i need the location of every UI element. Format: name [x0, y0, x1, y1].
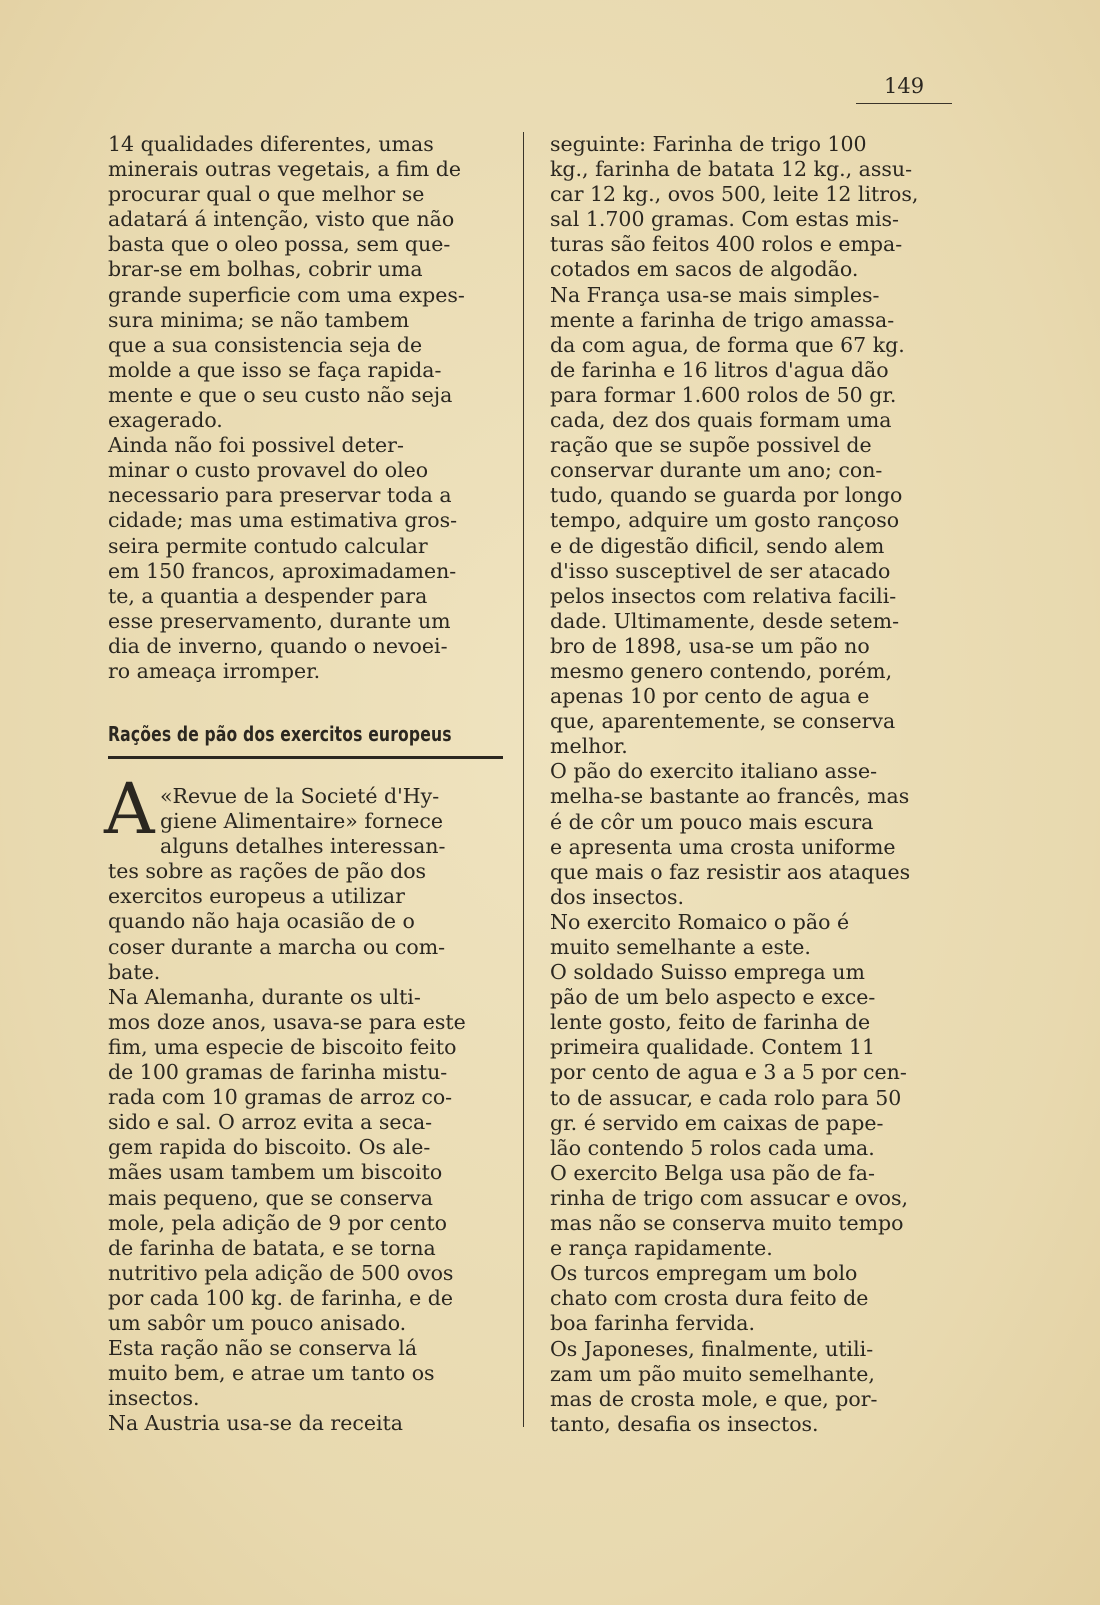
text-line: cotados em sacos de algodão. — [550, 257, 859, 282]
text-line: bro de 1898, usa-se um pão no — [550, 633, 870, 658]
text-line: seguinte: Farinha de trigo 100 — [550, 132, 867, 156]
text-line: de 100 gramas de farinha mistu- — [108, 1060, 448, 1085]
text-line: basta que o oleo possa, sem que- — [108, 232, 451, 257]
text-line: to de assucar, e cada rolo para 50 — [550, 1085, 902, 1110]
text-line: sura minima; se não tambem — [108, 307, 410, 332]
page-number: 149 — [884, 74, 925, 98]
text-line: que mais o faz resistir aos ataques — [550, 859, 911, 884]
text-line: conservar durante um ano; con- — [550, 458, 883, 483]
text-line: mente a farinha de trigo amassa- — [550, 307, 895, 332]
text-line: mas de crosta mole, e que, por- — [550, 1386, 878, 1411]
text-line: sido e sal. O arroz evita a seca- — [108, 1110, 433, 1135]
text-line: e de digestão dificil, sendo alem — [550, 533, 885, 558]
text-line: tes sobre as rações de pão dos — [108, 859, 427, 884]
text-line: mães usam tambem um biscoito — [108, 1160, 443, 1185]
text-line: boa farinha fervida. — [550, 1311, 756, 1336]
text-line: apenas 10 por cento de agua e — [550, 684, 870, 709]
text-line: adatará á intenção, visto que não — [108, 207, 455, 232]
text-line: em 150 francos, aproximadamen- — [108, 558, 457, 583]
text-line: de farinha e 16 litros d'agua dão — [550, 357, 889, 382]
text-line: Os Japoneses, finalmente, utili- — [550, 1336, 874, 1361]
text-line: Ainda não foi possivel deter- — [108, 433, 404, 458]
text-line: rada com 10 gramas de arroz co- — [108, 1085, 453, 1110]
text-line: por cada 100 kg. de farinha, e de — [108, 1285, 454, 1310]
text-line: mais pequeno, que se conserva — [108, 1185, 433, 1210]
text-line: minar o custo provavel do oleo — [108, 458, 429, 483]
text-line: seira permite contudo calcular — [108, 533, 428, 558]
text-line: car 12 kg., ovos 500, leite 12 litros, — [550, 182, 919, 207]
text-line: necessario para preservar toda a — [108, 483, 452, 508]
text-line: brar-se em bolhas, cobrir uma — [108, 257, 423, 282]
text-line: mole, pela adição de 9 por cento — [108, 1210, 448, 1235]
text-line: Os turcos empregam um bolo — [550, 1261, 858, 1286]
text-line: minerais outras vegetais, a fim de — [108, 157, 461, 182]
text-line: O pão do exercito italiano asse- — [550, 759, 877, 784]
column-divider — [523, 132, 524, 1427]
text-line: exercitos europeus a utilizar — [108, 884, 405, 909]
text-line: bate. — [108, 959, 161, 984]
text-line: tudo, quando se guarda por longo — [550, 483, 903, 508]
text-line: mente e que o seu custo não seja — [108, 382, 453, 407]
left-column-top-text — [108, 132, 503, 684]
text-line: d'isso susceptivel de ser atacado — [550, 558, 891, 583]
text-line: muito bem, e atrae um tanto os — [108, 1361, 435, 1386]
text-line: dos insectos. — [550, 884, 685, 909]
text-line: dia de inverno, quando o nevoei- — [108, 633, 448, 658]
text-line: Na França usa-se mais simples- — [550, 282, 880, 307]
text-line: turas são feitos 400 rolos e empa- — [550, 232, 903, 257]
text-line: tempo, adquire um gosto rançoso — [550, 508, 900, 533]
text-line: zam um pão muito semelhante, — [550, 1361, 875, 1386]
text-line: cidade; mas uma estimativa gros- — [108, 508, 458, 533]
text-line: tanto, desafia os insectos. — [550, 1411, 819, 1436]
text-line: exagerado. — [108, 408, 223, 433]
text-line: mesmo genero contendo, porém, — [550, 658, 893, 683]
text-line: gem rapida do biscoito. Os ale- — [108, 1135, 431, 1160]
text-line: gr. é servido em caixas de pape- — [550, 1110, 884, 1135]
text-line: coser durante a marcha ou com- — [108, 934, 446, 959]
text-line: mas não se conserva muito tempo — [550, 1211, 904, 1236]
text-line: é de côr um pouco mais escura — [550, 809, 874, 834]
text-line: Esta ração não se conserva lá — [108, 1336, 418, 1361]
text-line: lão contendo 5 rolos cada uma. — [550, 1135, 875, 1160]
text-line: chato com crosta dura feito de — [550, 1286, 869, 1311]
text-line: lente gosto, feito de farinha de — [550, 1010, 871, 1035]
text-line: que a sua consistencia seja de — [108, 332, 423, 357]
text-line: ração que se supõe possivel de — [550, 433, 872, 458]
header-rule — [856, 103, 952, 104]
text-line: procurar qual o que melhor se — [108, 182, 425, 207]
section-title-rule — [108, 756, 503, 759]
text-line: esse preservamento, durante um — [108, 608, 451, 633]
text-line: melhor. — [550, 734, 628, 759]
text-line: O soldado Suisso emprega um — [550, 960, 865, 985]
text-line: quando não haja ocasião de o — [108, 909, 415, 934]
section-title: Rações de pão dos exercitos europeus — [108, 722, 452, 746]
text-line: mos doze anos, usava-se para este — [108, 1009, 466, 1034]
text-line: primeira qualidade. Contem 11 — [550, 1035, 876, 1060]
text-line: cada, dez dos quais formam uma — [550, 408, 892, 433]
text-line: ro ameaça irromper. — [108, 658, 321, 683]
text-line: rinha de trigo com assucar e ovos, — [550, 1185, 909, 1210]
text-line: muito semelhante a este. — [550, 935, 811, 959]
text-line: kg., farinha de batata 12 kg., assu- — [550, 157, 913, 182]
text-line: pelos insectos com relativa facili- — [550, 583, 897, 608]
text-line: fim, uma especie de biscoito feito — [108, 1034, 457, 1059]
drop-cap: A — [104, 768, 155, 850]
text-line: melha-se bastante ao francês, mas — [550, 784, 910, 809]
dropcap-text-line: «Revue de la Societé d'Hy- — [160, 784, 440, 808]
text-line: O exercito Belga usa pão de fa- — [550, 1160, 875, 1185]
text-line: e rança rapidamente. — [550, 1236, 773, 1261]
text-line: nutritivo pela adição de 500 ovos — [108, 1260, 454, 1285]
text-line: molde a que isso se faça rapida- — [108, 357, 442, 382]
text-line: para formar 1.600 rolos de 50 gr. — [550, 382, 897, 407]
text-line: No exercito Romaico o pão é — [550, 909, 850, 934]
text-line: e apresenta uma crosta uniforme — [550, 834, 896, 859]
text-line: sal 1.700 gramas. Com estas mis- — [550, 207, 899, 232]
text-line: da com agua, de forma que 67 kg. — [550, 332, 905, 357]
text-line: de farinha de batata, e se torna — [108, 1235, 436, 1260]
right-column-text — [550, 132, 945, 1437]
text-line: grande superficie com uma expes- — [108, 282, 465, 307]
text-line: dade. Ultimamente, desde setem- — [550, 608, 900, 633]
dropcap-text-line: alguns detalhes interessan- — [160, 834, 446, 859]
text-line: te, a quantia a despender para — [108, 583, 428, 608]
left-column-bottom-text — [108, 784, 503, 1436]
text-line: 14 qualidades diferentes, umas — [108, 132, 434, 156]
text-line: pão de um belo aspecto e exce- — [550, 985, 876, 1010]
text-line: Na Austria usa-se da receita — [108, 1411, 403, 1436]
text-line: que, aparentemente, se conserva — [550, 709, 896, 734]
text-line: Na Alemanha, durante os ulti- — [108, 984, 421, 1009]
text-line: um sabôr um pouco anisado. — [108, 1310, 407, 1335]
text-line: insectos. — [108, 1386, 200, 1411]
text-line: por cento de agua e 3 a 5 por cen- — [550, 1060, 907, 1085]
dropcap-text-line: giene Alimentaire» fornece — [160, 809, 444, 834]
